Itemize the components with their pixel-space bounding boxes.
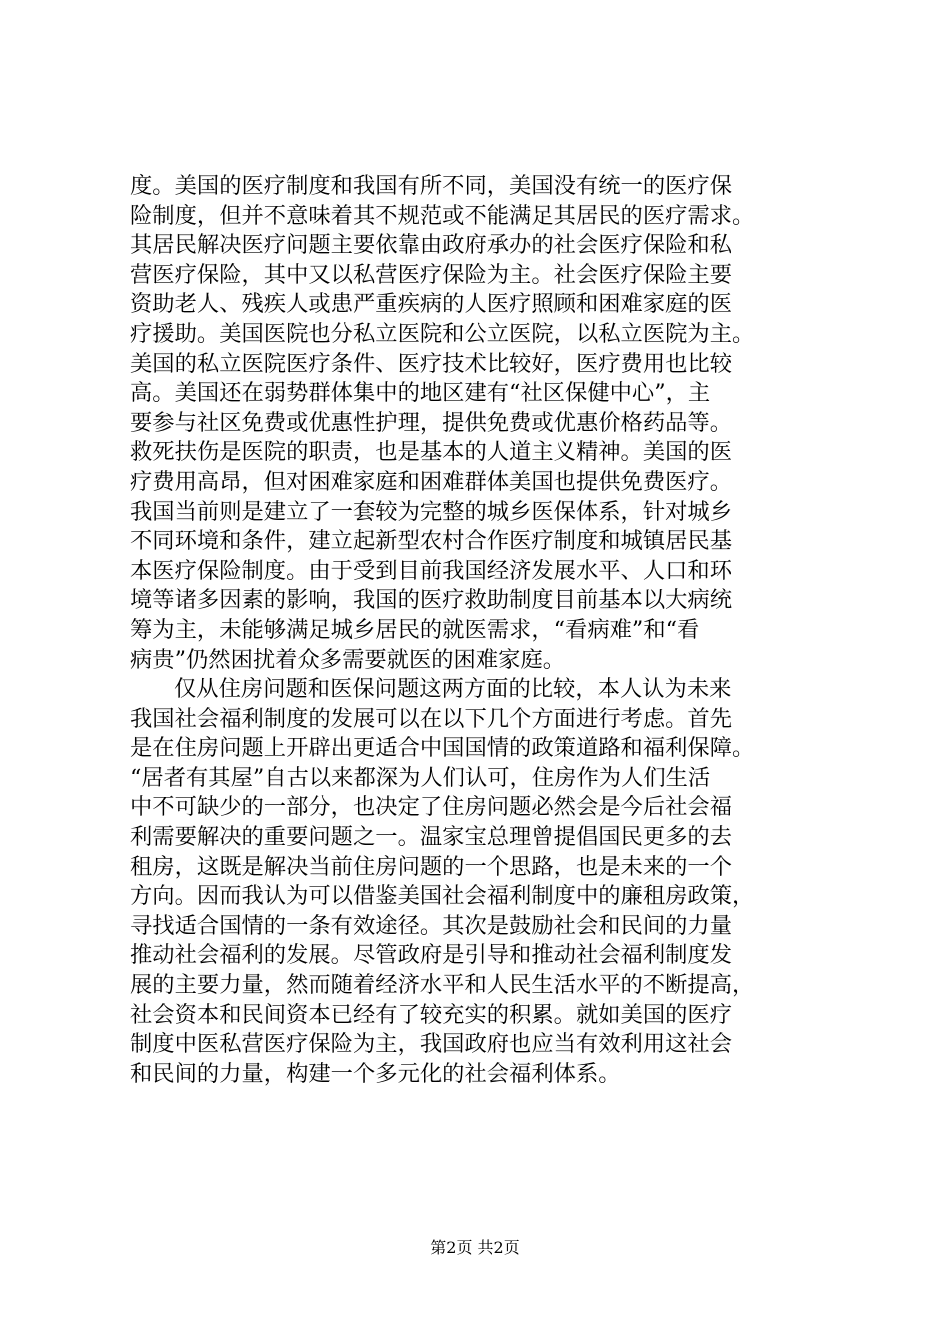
text-line: 要参与社区免费或优惠性护理，提供免费或优惠价格药品等。 <box>130 409 733 436</box>
text-line: 和民间的力量，构建一个多元化的社会福利体系。 <box>130 1060 621 1087</box>
text-line: 境等诸多因素的影响，我国的医疗救助制度目前基本以大病统 <box>130 587 733 614</box>
page-number-label: 第2页 共2页 <box>430 1238 520 1257</box>
text-line: 制度中医私营医疗保险为主，我国政府也应当有效利用这社会 <box>130 1031 733 1058</box>
text-line: 救死扶伤是医院的职责，也是基本的人道主义精神。美国的医 <box>130 439 733 466</box>
text-line: 我国社会福利制度的发展可以在以下几个方面进行考虑。首先 <box>130 705 733 732</box>
text-line: 不同环境和条件，建立起新型农村合作医疗制度和城镇居民基 <box>130 528 733 555</box>
text-line: 资助老人、残疾人或患严重疾病的人医疗照顾和困难家庭的医 <box>130 291 733 318</box>
text-line: 是在住房问题上开辟出更适合中国国情的政策道路和福利保障。 <box>130 735 755 762</box>
text-line: 其居民解决医疗问题主要依靠由政府承办的社会医疗保险和私 <box>130 232 733 259</box>
text-line: 租房，这既是解决当前住房问题的一个思路，也是未来的一个 <box>130 853 733 880</box>
text-line: 我国当前则是建立了一套较为完整的城乡医保体系，针对城乡 <box>130 498 733 525</box>
text-line: 中不可缺少的一部分，也决定了住房问题必然会是今后社会福 <box>130 794 733 821</box>
text-line: 社会资本和民间资本已经有了较充实的积累。就如美国的医疗 <box>130 1001 733 1028</box>
text-line: 疗费用高昂，但对困难家庭和困难群体美国也提供免费医疗。 <box>130 468 733 495</box>
text-line: 营医疗保险，其中又以私营医疗保险为主。社会医疗保险主要 <box>130 261 733 288</box>
text-line: 高。美国还在弱势群体集中的地区建有“社区保健中心”，主 <box>130 380 711 407</box>
text-line: 美国的私立医院医疗条件、医疗技术比较好，医疗费用也比较 <box>130 350 733 377</box>
text-line: 筹为主，未能够满足城乡居民的就医需求，“看病难”和“看 <box>130 616 700 643</box>
text-line: 本医疗保险制度。由于受到目前我国经济发展水平、人口和环 <box>130 557 733 584</box>
text-line: 展的主要力量，然而随着经济水平和人民生活水平的不断提高， <box>130 972 755 999</box>
text-line: 推动社会福利的发展。尽管政府是引导和推动社会福利制度发 <box>130 942 733 969</box>
text-line: 利需要解决的重要问题之一。温家宝总理曾提倡国民更多的去 <box>130 824 733 851</box>
text-line: “居者有其屋”自古以来都深为人们认可，住房作为人们生活 <box>130 764 711 791</box>
text-line: 度。美国的医疗制度和我国有所不同，美国没有统一的医疗保 <box>130 173 733 199</box>
text-line: 病贵”仍然困扰着众多需要就医的困难家庭。 <box>130 646 566 673</box>
text-line: 方向。因而我认为可以借鉴美国社会福利制度中的廉租房政策， <box>130 883 755 910</box>
body-text <box>130 172 840 1089</box>
text-line: 险制度，但并不意味着其不规范或不能满足其居民的医疗需求。 <box>130 202 755 229</box>
text-line: 疗援助。美国医院也分私立医院和公立医院，以私立医院为主。 <box>130 320 755 347</box>
page-footer <box>0 1235 950 1258</box>
paragraph-start-line: 仅从住房问题和医保问题这两方面的比较，本人认为未来 <box>174 676 732 703</box>
text-line: 寻找适合国情的一条有效途径。其次是鼓励社会和民间的力量 <box>130 912 733 939</box>
